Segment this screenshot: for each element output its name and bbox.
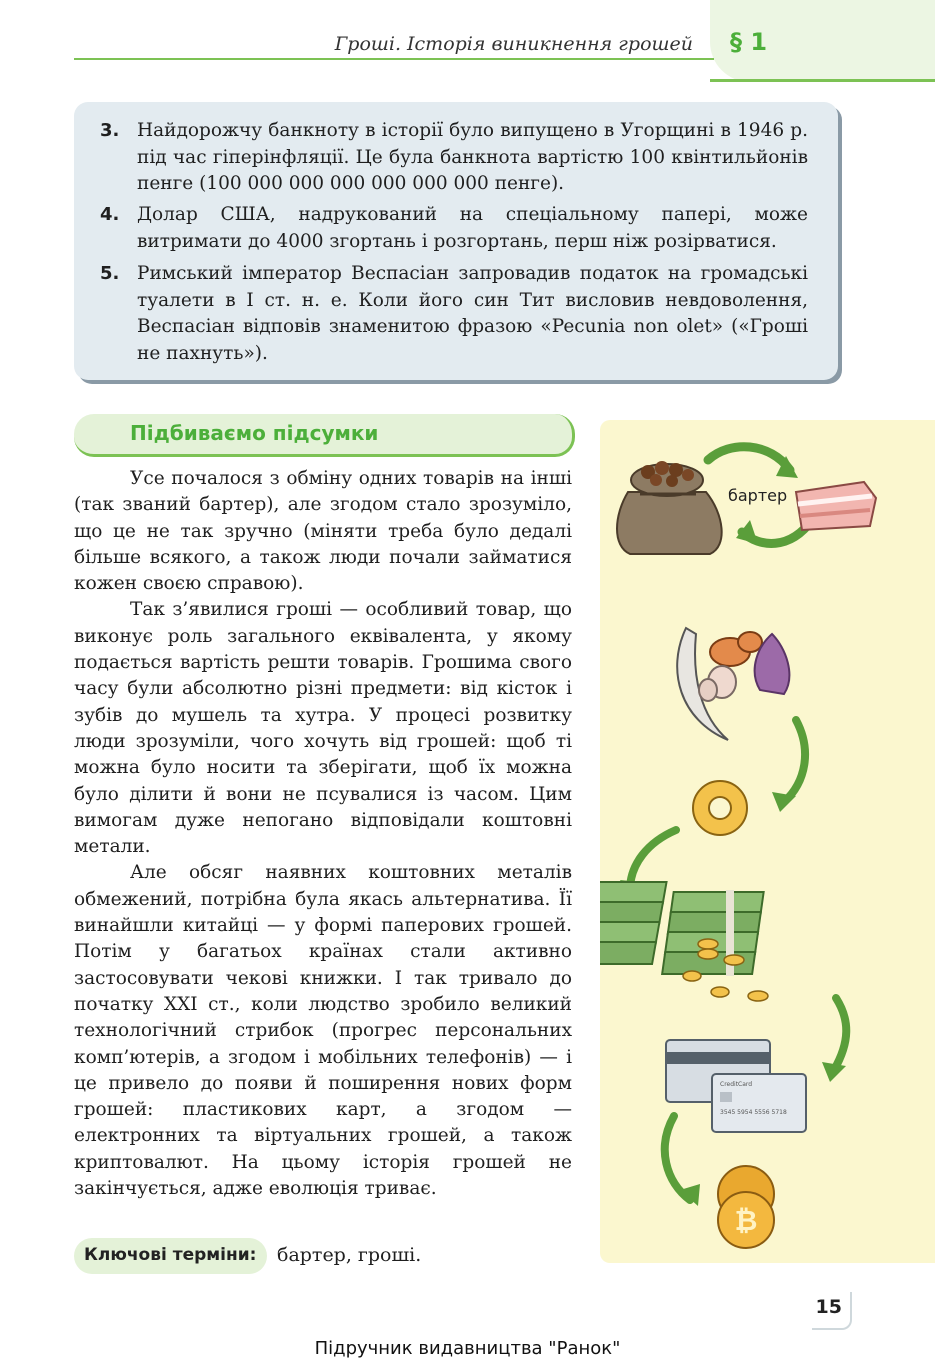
fact-text: Римський імператор Веспасіан запровадив податок на громадські туалети в I ст. н. е. Коли його син Тит висловив невдоволення, Веспасіан відповів знаменитою фразою «Pecunia non olet» («Гроші не пахнуть»). (137, 263, 808, 364)
fact-number: 3. (100, 120, 120, 141)
banknotes-coins-icon (600, 882, 768, 1001)
publisher-footer: Підручник видавництва "Ранок" (314, 1338, 621, 1359)
page-number-box (812, 1292, 852, 1330)
barter-label: бартер (728, 486, 788, 505)
fact-item (100, 202, 808, 255)
bitcoin-icon (718, 1166, 774, 1248)
fact-number: 5. (100, 263, 120, 284)
key-terms-list: бартер, гроші. (277, 1244, 422, 1266)
key-terms-label: Ключові терміни: (84, 1245, 257, 1265)
evolution-arrow-icon (665, 1116, 690, 1200)
bacon-icon (796, 482, 876, 530)
money-evolution-illustration (600, 420, 935, 1263)
credit-cards-icon (666, 1040, 806, 1132)
fact-text: Долар США, надрукований на спеціальному папері, може витримати до 4000 згортань і розгортань, перш ніж розірватися. (137, 204, 808, 252)
money-evolution-panel (600, 420, 935, 1263)
svg-text:₿: ₿ (734, 1204, 758, 1237)
evolution-arrow-icon (834, 998, 846, 1070)
summary-paragraph: Але обсяг наявних коштовних металів обмежений, потрібна була якась альтернатива. Її винайшли китайці — у формі паперових грошей. Потім у багатьох країнах стали активно застосовувати чекові книжки. І так тривало до початку XXI ст., коли людство зробило великий технологічний стрибок (прогрес персональних комп’ютерів, а згодом і мобільних телефонів) — і це привело до появи й поширення нових форм грошей: пластикових карт, а згодом — електронних та віртуальних грошей, а також криптовалют. На цьому історія грошей не закінчується, адже еволюція триває. (74, 862, 572, 1200)
chapter-title: Гроші. Історія виникнення грошей (334, 33, 693, 55)
card-brand-text: CreditCard (720, 1081, 753, 1088)
header-rule (74, 58, 714, 60)
summary-heading-text: Підбиваємо підсумки (130, 421, 379, 445)
page-number: 15 (815, 1296, 842, 1318)
gold-ring-icon (693, 781, 747, 835)
shells-bones-icon (677, 628, 789, 740)
sack-icon (617, 461, 722, 554)
facts-box (74, 102, 838, 380)
fact-item (100, 118, 808, 198)
evolution-arrow-icon (784, 720, 805, 802)
summary-body (74, 466, 572, 1202)
card-number-text: 3545 5954 5556 5718 (720, 1109, 787, 1116)
summary-heading (74, 414, 575, 457)
fact-text: Найдорожчу банкноту в історії було випущено в Угорщині в 1946 р. під час гіперінфляції. Це була банкнота вартістю 100 квінтильйонів пенге (100 000 000 000 000 000 000 пенге). (137, 120, 808, 194)
summary-paragraph: Так з’явилися гроші — особливий товар, що виконує роль загального еквівалента, у якому подається вартість решти товарів. Грошима свого часу були абсолютно різні предмети: від кісток і зубів до мушель та хутра. У процесі розвитку люди зрозуміли, чого хочуть від грошей: щоб ті можна було носити та зберігати, щоб їх можна було ділити й вони не псувалися із часом. Цим вимогам дуже непогано відповідали коштовні метали. (74, 599, 572, 858)
fact-number: 4. (100, 204, 120, 225)
section-number: § 1 (730, 28, 768, 56)
fact-item (100, 261, 808, 367)
summary-paragraph: Усе почалося з обміну одних товарів на інші (так званий бартер), але згодом стало зрозуміло, що це не так зручно (міняти треба було дедалі більше всякого, а також люди почали займатися кожен своєю справою). (74, 468, 572, 595)
key-terms-badge (74, 1238, 267, 1274)
